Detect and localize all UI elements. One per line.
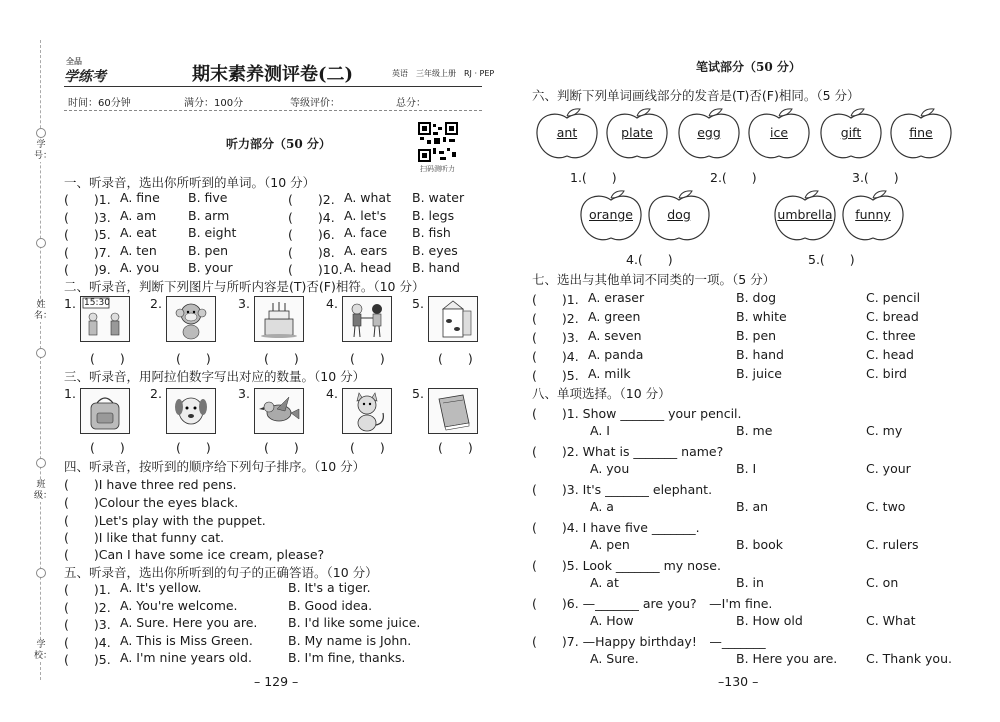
s2-num-5: 5. (412, 296, 424, 311)
s7-option-a: A. green (588, 309, 641, 324)
s4-item-4[interactable]: ( )I like that funny cat. (64, 530, 225, 545)
section-4-heading: 四、听录音，按听到的顺序给下列句子排序。（10 分） (64, 459, 366, 474)
s7-option-a: A. milk (588, 366, 631, 381)
s8-option-c: C. on (866, 575, 899, 590)
binding-label-school: 学校： (34, 640, 53, 661)
clock-time: 15:30 (84, 298, 110, 308)
s1-option-a: A. let's (344, 207, 387, 223)
s1-item-num[interactable]: ( )9. (64, 262, 111, 277)
s4-item-1[interactable]: ( )I have three red pens. (64, 477, 237, 492)
s3-blank-5[interactable]: ( ) (438, 440, 473, 455)
apple-word: umbrella (777, 207, 833, 222)
s6-answer-3[interactable]: 3.( ) (852, 170, 899, 185)
s1-option-b: B. hand (412, 260, 460, 275)
apple-word: funny (855, 207, 891, 222)
s1-option-a: A. face (344, 225, 387, 240)
s8-question[interactable]: ( )7. —Happy birthday! —_______ (532, 634, 766, 649)
s5-option-a: A. This is Miss Green. (120, 632, 253, 648)
s8-option-b: B. in (736, 575, 764, 590)
s5-item-num[interactable]: ( )3. (64, 617, 111, 632)
s2-num-4: 4. (326, 296, 338, 311)
s5-option-b: B. I'm fine, thanks. (288, 650, 406, 665)
s8-option-c: C. my (866, 423, 903, 438)
s3-num-1: 1. (64, 386, 76, 401)
s8-question[interactable]: ( )3. It's _______ elephant. (532, 482, 713, 497)
s7-option-b: B. dog (736, 290, 777, 305)
s7-item-num[interactable]: ( )3. (532, 330, 579, 345)
s8-option-c: C. your (866, 461, 911, 476)
s1-option-b: B. water (412, 190, 465, 205)
s7-option-a: A. panda (588, 347, 644, 362)
s1-option-a: A. head (344, 260, 392, 275)
page-number-right: –130 – (718, 674, 759, 689)
s8-option-a: A. you (590, 461, 630, 476)
section-7-heading: 七、选出与其他单词不同类的一项。（5 分） (532, 272, 776, 287)
s1-option-a: A. ten (120, 242, 157, 258)
s7-item-num[interactable]: ( )2. (532, 311, 579, 326)
punch-hole (36, 568, 46, 578)
apple-word-card (534, 106, 600, 164)
section-5-heading: 五、听录音，选出你所听到的句子的正确答语。（10 分） (64, 565, 378, 580)
score-label: 满分：100分 (184, 98, 244, 109)
s3-blank-1[interactable]: ( ) (90, 440, 125, 455)
section-8-heading: 八、单项选择。（10 分） (532, 386, 671, 401)
s2-blank-4[interactable]: ( ) (350, 351, 385, 366)
s5-option-b: B. My name is John. (288, 632, 412, 648)
info-rule (64, 110, 482, 111)
s1-item-num[interactable]: ( )10. (288, 262, 343, 277)
picture-milk-carton (428, 296, 478, 342)
s7-option-c: C. pencil (866, 290, 921, 305)
s5-option-a: A. It's yellow. (120, 580, 202, 595)
punch-hole (36, 128, 46, 138)
s7-option-c: C. bird (866, 366, 907, 381)
punch-hole (36, 458, 46, 468)
s1-item-num[interactable]: ( )2. (288, 192, 335, 207)
s1-item-num[interactable]: ( )6. (288, 227, 335, 242)
binding-label-class: 班级： (34, 480, 53, 501)
apple-word-card (746, 106, 812, 164)
s8-question[interactable]: ( )5. Look _______ my nose. (532, 558, 721, 573)
s5-option-a: A. I'm nine years old. (120, 650, 252, 665)
s7-option-b: B. juice (736, 366, 782, 381)
s4-item-5[interactable]: ( )Can I have some ice cream, please? (64, 547, 325, 562)
page-number-left: – 129 – (254, 674, 299, 689)
picture-book (428, 388, 478, 434)
s7-option-c: C. three (866, 328, 916, 343)
apple-word-card (888, 106, 954, 164)
time-label: 时间：60分钟 (68, 98, 131, 109)
s1-option-b: B. five (188, 190, 228, 205)
s8-option-c: C. What (866, 613, 916, 628)
s7-item-num[interactable]: ( )1. (532, 292, 579, 307)
s1-option-a: A. eat (120, 225, 157, 240)
s8-option-c: C. two (866, 499, 906, 514)
picture-birthday-cake (254, 296, 304, 342)
s1-option-b: B. your (188, 260, 233, 275)
s8-option-a: A. How (590, 613, 634, 628)
s1-option-a: A. you (120, 260, 160, 275)
s8-option-a: A. Sure. (590, 651, 639, 666)
s5-option-b: B. Good idea. (288, 597, 373, 613)
s8-option-a: A. at (590, 575, 619, 590)
s7-option-b: B. pen (736, 328, 777, 343)
s8-option-b: B. Here you are. (736, 651, 838, 666)
s1-option-a: A. am (120, 207, 157, 223)
s8-question[interactable]: ( )2. What is _______ name? (532, 444, 724, 459)
s8-option-a: A. pen (590, 537, 630, 552)
binding-label-name: 姓名： (34, 300, 53, 321)
s8-option-b: B. an (736, 499, 769, 514)
section-1-heading: 一、听录音，选出你所听到的单词。（10 分） (64, 175, 316, 190)
s3-num-4: 4. (326, 386, 338, 401)
s3-num-5: 5. (412, 386, 424, 401)
s1-option-a: A. fine (120, 190, 160, 205)
s5-option-b: B. I'd like some juice. (288, 615, 421, 630)
section-3-heading: 三、听录音，用阿拉伯数字写出对应的数量。（10 分） (64, 369, 366, 384)
s3-num-2: 2. (150, 386, 162, 401)
s1-item-num[interactable]: ( )1. (64, 192, 111, 207)
s1-option-b: B. legs (412, 207, 455, 223)
qr-code (418, 122, 458, 162)
apple-word: dog (667, 207, 691, 222)
s6-answer-1[interactable]: 1.( ) (570, 170, 617, 185)
s7-option-a: A. seven (588, 328, 642, 343)
s2-blank-3[interactable]: ( ) (264, 351, 299, 366)
writing-section-title: 笔试部分（50 分） (696, 60, 801, 74)
apple-word-card (604, 106, 670, 164)
s5-option-a: A. You're welcome. (120, 597, 238, 613)
s5-option-b: B. It's a tiger. (288, 580, 371, 595)
s3-blank-2[interactable]: ( ) (176, 440, 211, 455)
s8-question[interactable]: ( )4. I have five _______. (532, 520, 700, 535)
s1-option-b: B. pen (188, 242, 229, 258)
apple-word: ice (769, 125, 789, 140)
s8-option-b: B. me (736, 423, 773, 438)
apple-word-card (676, 106, 742, 164)
s2-num-3: 3. (238, 296, 250, 311)
s7-option-b: B. hand (736, 347, 784, 362)
apple-word: fine (909, 125, 933, 140)
apple-word: ant (556, 125, 578, 140)
s1-item-num[interactable]: ( )3. (64, 209, 111, 225)
s4-item-3[interactable]: ( )Let's play with the puppet. (64, 513, 266, 528)
s7-item-num[interactable]: ( )4. (532, 349, 579, 364)
s2-num-2: 2. (150, 296, 162, 311)
s7-option-c: C. head (866, 347, 914, 362)
header-rule (64, 86, 482, 87)
s3-blank-3[interactable]: ( ) (264, 440, 299, 455)
section-6-heading: 六、判断下列单词画线部分的发音是(T)否(F)相同。（5 分） (532, 88, 860, 103)
picture-monkey (166, 296, 216, 342)
s1-option-b: B. fish (412, 225, 451, 240)
punch-hole (36, 238, 46, 248)
total-label: 总分： (396, 98, 426, 109)
apple-word-card (772, 188, 838, 246)
s8-option-c: C. Thank you. (866, 651, 952, 666)
s1-option-a: A. what (344, 190, 391, 205)
s7-option-a: A. eraser (588, 290, 645, 305)
apple-word-card (646, 188, 712, 246)
s1-option-a: A. ears (344, 242, 388, 258)
s8-option-a: A. I (590, 423, 610, 438)
s7-option-b: B. white (736, 309, 787, 324)
s2-blank-5[interactable]: ( ) (438, 351, 473, 366)
s8-option-b: B. How old (736, 613, 803, 628)
s5-item-num[interactable]: ( )5. (64, 652, 111, 667)
s3-blank-4[interactable]: ( ) (350, 440, 385, 455)
apple-word-card (578, 188, 644, 246)
s5-item-num[interactable]: ( )2. (64, 599, 111, 615)
s5-item-num[interactable]: ( )1. (64, 582, 111, 597)
page-title: 期末素养测评卷(二) (192, 64, 354, 85)
s1-option-b: B. eight (188, 225, 237, 240)
s1-item-num[interactable]: ( )8. (288, 244, 335, 260)
s5-item-num[interactable]: ( )4. (64, 634, 111, 650)
s3-num-3: 3. (238, 386, 250, 401)
book-meta: 英语 三年级上册 RJ · PEP (392, 69, 495, 78)
s4-item-2[interactable]: ( )Colour the eyes black. (64, 495, 239, 510)
s1-option-b: B. eyes (412, 242, 458, 258)
apple-word-card (840, 188, 906, 246)
apple-word: orange (589, 207, 633, 222)
apple-word: gift (840, 125, 862, 140)
qr-caption: 扫码测听力 (420, 165, 455, 173)
punch-hole (36, 348, 46, 358)
s2-num-1: 1. (64, 296, 76, 311)
s7-item-num[interactable]: ( )5. (532, 368, 579, 383)
s1-item-num[interactable]: ( )7. (64, 244, 111, 260)
s8-option-b: B. I (736, 461, 757, 476)
listening-section-title: 听力部分（50 分） (226, 137, 331, 151)
apple-word: egg (697, 125, 721, 140)
logo-top-text: 全品 (66, 57, 82, 66)
s8-question[interactable]: ( )1. Show _______ your pencil. (532, 406, 742, 421)
s8-option-c: C. rulers (866, 537, 919, 552)
apple-word: plate (621, 125, 653, 140)
grade-label: 等级评价： (290, 98, 340, 109)
apple-word-card (818, 106, 884, 164)
picture-two-kids (342, 296, 392, 342)
s1-item-num[interactable]: ( )4. (288, 209, 335, 225)
s8-option-a: A. a (590, 499, 614, 514)
s8-question[interactable]: ( )6. —_______ are you? —I'm fine. (532, 596, 773, 611)
picture-cat (342, 388, 392, 434)
picture-bag (80, 388, 130, 434)
s2-blank-2[interactable]: ( ) (176, 351, 211, 366)
s2-blank-1[interactable]: ( ) (90, 351, 125, 366)
s1-item-num[interactable]: ( )5. (64, 227, 111, 242)
s8-option-b: B. book (736, 537, 783, 552)
picture-bird (254, 388, 304, 434)
s6-answer-4[interactable]: 4.( ) (626, 252, 673, 267)
s1-option-b: B. arm (188, 207, 230, 223)
s6-answer-5[interactable]: 5.( ) (808, 252, 855, 267)
picture-dog (166, 388, 216, 434)
s5-option-a: A. Sure. Here you are. (120, 615, 258, 630)
section-2-heading: 二、听录音，判断下列图片与所听内容是(T)否(F)相符。（10 分） (64, 279, 425, 294)
s6-answer-2[interactable]: 2.( ) (710, 170, 757, 185)
binding-label-id: 学号： (34, 140, 53, 161)
logo-main-text: 学练考 (64, 69, 106, 85)
s7-option-c: C. bread (866, 309, 919, 324)
